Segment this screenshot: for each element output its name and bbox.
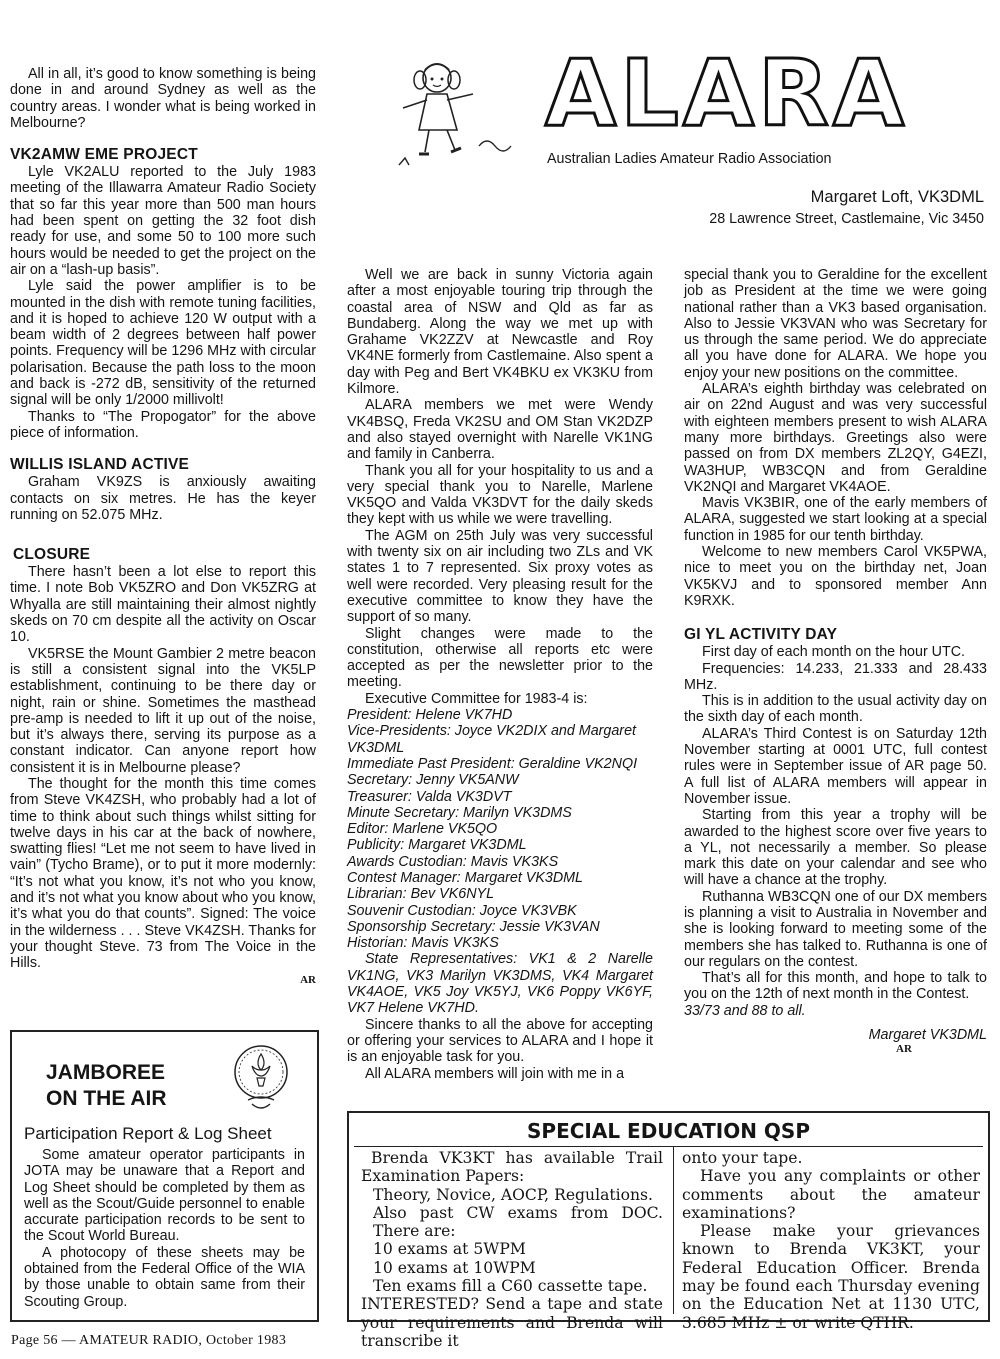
middle-paragraph-2: ALARA members we met were Wendy VK4BSQ, Freda VK2SU and OM Stan VK2DZP and also stayed overnight with Narelle VK1NG and family in Canberra. [347,397,653,463]
middle-paragraph-9: All ALARA members will join with me in a [365,1065,625,1082]
committee-item: Minute Secretary: Marilyn VK3DMS [347,804,572,821]
gi-paragraph-4: ALARA’s Third Contest is on Saturday 12th November starting at 0001 UTC, full contest rules were in September issue of AR page 50. A full list of ALARA members will appear in November issue. [684,725,987,807]
committee-item: Vice-Presidents: Joyce VK2DIX and Margaret VK3DML [347,723,636,756]
author-name: Margaret Loft, VK3DML [810,188,984,206]
qsp-left-p6: Ten exams fill a C60 cassette tape. [373,1277,648,1296]
gi-paragraph-7: That’s all for this month, and hope to talk to you on the 12th of next month in the Contest. [684,970,987,1003]
right-paragraph-2: ALARA’s eighth birthday was celebrated on air on 22nd August and was very successful with eighteen members present to wish ALARA many more birthdays. Greetings also were passed on from DX members ZL2QY, G4EZI, WA3HUP, WB3CQN and from Geraldine VK2NQI and Margaret VK4AOE. [684,381,987,495]
author-address: 28 Lawrence Street, Castlemaine, Vic 3450 [709,211,984,227]
eme-paragraph-1: Lyle VK2ALU reported to the July 1983 meeting of the Illawarra Amateur Radio Society that so far this year more than 500 man hours had been spent on getting the 32 foot dish ready for use, and some 50 to 100 more such hours would be needed to get the project on the air on a “lash-up basis”. [10,164,316,278]
gi-paragraph-5: Starting from this year a trophy will be awarded to the highest score over five years to a YL, not necessarily a member. So please mark this date on your calendar and see who will have a chance at the trophy. [684,807,987,889]
middle-paragraph-7: State Representatives: VK1 & 2 Narelle VK1NG, VK3 Marilyn VK3DMS, VK4 Margaret VK4AOE, VK5 Joy VK5YJ, VK6 Poppy VK6YF, VK7 Helene VK7HD. [347,951,653,1017]
committee-item: Editor: Marlene VK5QO [347,821,498,838]
committee-item: Treasurer: Valda VK3DVT [347,788,512,805]
right-paragraph-3: Mavis VK3BIR, one of the early members of ALARA, suggested we start looking at a special function in 1985 for our tenth birthday. [684,495,987,544]
closure-paragraph-3: The thought for the month this time comes from Steve VK4ZSH, who probably had a lot of time to think about such things whilst sitting for twelve days in his car at the back of nowhere, swatting flies! “Let me not seem to have lived in vain” (Tycho Brame), or to put it more modernly: “It’s not what you know, it’s not who you know, and it’s not what you know about who you know, it’s what you do that counts”. Signed: The voice in the wilderness . . . Steve VK4ZSH. Thanks for your thought Steve. 73 from The Voice in the Hills. [10,775,316,972]
jamboree-paragraph-2: A photocopy of these sheets may be obtained from the Federal Office of the WIA by those unable to obtain same from their Scouting Group. [24,1244,305,1310]
committee-item: Sponsorship Secretary: Jessie VK3VAN [347,918,600,935]
scout-emblem-icon [230,1040,292,1120]
gi-paragraph-1: First day of each month on the hour UTC. [702,644,966,661]
committee-item: President: Helene VK7HD [347,707,513,724]
willis-paragraph: Graham VK9ZS is anxiously awaiting contacts on six metres. He has the keyer running on 52.075 MHz. [10,474,316,523]
committee-item: Historian: Mavis VK3KS [347,935,499,952]
end-mark: AR [896,1043,912,1056]
jamboree-subtitle: Participation Report & Log Sheet [24,1124,272,1143]
committee-item: Secretary: Jenny VK5ANW [347,772,519,789]
qsp-right-p1: onto your tape. [682,1149,803,1167]
right-paragraph-1: special thank you to Geraldine for the excellent job as President at the time we were going national rather than a VK3 based organisation. Also to Jessie VK3VAN who was Secretary for us through the same period. We do appreciate all you have done for ALARA. We hope you enjoy your new positions on the committee. [684,267,987,381]
gi-paragraph-2: Frequencies: 14.233, 21.333 and 28.433 MHz. [684,660,987,693]
willis-heading: WILLIS ISLAND ACTIVE [10,456,190,474]
page-footer: Page 56 — AMATEUR RADIO, October 1983 [11,1333,287,1348]
alara-header [395,40,995,175]
qsp-right-p2: Have you any complaints or other comments about the amateur examinations? [682,1167,980,1222]
middle-column [347,267,653,1082]
gi-paragraph-8: 33/73 and 88 to all. [684,1002,806,1019]
committee-item: Contest Manager: Margaret VK3DML [347,869,584,886]
qsp-title: SPECIAL EDUCATION QSP [527,1119,810,1143]
right-paragraph-4: Welcome to new members Carol VK5PWA, nice to meet you on the birthday net, Joan VK5KVJ and to sponsored member Ann K9RXK. [684,544,987,609]
girl-illustration-icon [395,50,535,175]
jamboree-paragraph-1: Some amateur operator participants in JOTA may be unaware that a Report and Log Sheet should be completed by them as well as the Scout/Guide personnel to enable accurate participation records to be sent to the Scout World Bureau. [24,1147,305,1245]
middle-paragraph-4: The AGM on 25th July was very successful with twenty six on air including two ZLs and VK states 1 to 7 represented. Six proxy votes as well were recorded. Very pleasing result for the executive committee to know they have the support of so many. [347,527,653,626]
middle-paragraph-8: Sincere thanks to all the above for accepting or offering your services to ALARA and I hope it is an enjoyable task for you. [347,1016,653,1066]
qsp-left-p3: Also past CW exams from DOC. There are: [373,1203,663,1241]
qsp-left-p2: Theory, Novice, AOCP, Regulations. [373,1185,654,1204]
qsp-box [347,1111,990,1350]
committee-item: Publicity: Margaret VK3DML [347,837,527,854]
jamboree-box [10,1030,319,1322]
qsp-left-p5: 10 exams at 10WPM [373,1258,536,1277]
intro-paragraph: All in all, it’s good to know something is being done in and around Sydney as well as the country areas. I wonder what is being worked in Melbourne? [10,66,316,131]
closure-heading: CLOSURE [13,546,91,564]
committee-item: Souvenir Custodian: Joyce VK3VBK [347,902,577,919]
gi-heading: GI YL ACTIVITY DAY [684,626,838,644]
closure-paragraph-1: There hasn’t been a lot else to report this time. I note Bob VK5ZRO and Don VK5ZRG at Whyalla are still maintaining their almost nightly skeds on 70 cm despite all the activity on Oscar 10. [10,564,316,646]
closure-paragraph-2: VK5RSE the Mount Gambier 2 metre beacon is still a consistent signal into the VK5LP establishment, continuing to be there day or night, rain or shine. Sometimes the masthead pre-amp is needed to lift it up out of the noise, but it’s always there, serving its purpose as a constant indicator. Can anyone report how consistent it is in Melbourne please? [10,645,316,776]
jamboree-title: JAMBOREE ON THE AIR [46,1061,167,1110]
qsp-right-column [682,1149,980,1332]
committee-item: Librarian: Bev VK6NYL [347,886,495,903]
alara-logo: ALARA [545,40,909,147]
middle-paragraph-5: Slight changes were made to the constitution, otherwise all reports etc were accepted as per the newsletter prior to the meeting. [347,625,653,691]
eme-heading: VK2AMW EME PROJECT [10,146,198,164]
committee-list [347,707,653,951]
gi-paragraph-6: Ruthanna WB3CQN one of our DX members is planning a visit to Australia in November and she is looking forward to meeting some of the members she has talked to. Ruthanna is one of our regulars on the contest. [684,888,987,970]
signature: Margaret VK3DML [868,1027,987,1044]
qsp-left-column [361,1149,663,1350]
alara-tagline: Australian Ladies Amateur Radio Association [547,151,832,167]
end-mark: AR [300,973,316,986]
left-column [10,66,316,986]
middle-paragraph-1: Well we are back in sunny Victoria again after a most enjoyable touring trip through the coastal area of NSW and Qld as far as Bundaberg. Along the way we met up with Grahame VK2ZZV at Newcastle and Roy VK4NE formerly from Castlemaine. Also spent a day with Peg and Bert VK4BKU ex VK3KU from Kilmore. [347,267,653,398]
eme-paragraph-3: Thanks to “The Propogator” for the above piece of information. [10,408,316,441]
middle-paragraph-3: Thank you all for your hospitality to us and a very special thank you to Narelle, Marlene VK5QO and Valda VK3DVT for the daily skeds they kept with us while we were travelling. [347,462,653,528]
committee-item: Awards Custodian: Mavis VK3KS [347,853,559,870]
right-column [684,267,987,1055]
committee-item: Immediate Past President: Geraldine VK2NQI [347,755,638,772]
middle-paragraph-6: Executive Committee for 1983-4 is: [365,690,588,707]
qsp-left-p7: INTERESTED? Send a tape and state your requirements and Brenda will transcribe it [361,1295,663,1350]
gi-paragraph-3: This is in addition to the usual activity day on the sixth day of each month. [684,693,987,726]
eme-paragraph-2: Lyle said the power amplifier is to be mounted in the dish with remote tuning facilities, and it is hoped to achieve 120 W output with a beam width of 2 degrees between half power points. Frequency will be 1296 MHz with circular polarisation. Because the path loss to the moon and back is -272 dB, sensitivity of the returned signal will be only 1/2000 millivolt! [10,278,316,409]
qsp-left-p4: 10 exams at 5WPM [373,1240,526,1259]
qsp-left-p1: Brenda VK3KT has available Trail Examination Papers: [361,1149,663,1186]
qsp-right-p3: Please make your grievances known to Brenda VK3KT, your Federal Education Officer. Brenda may be found each Thursday evening on the Education Net at 1130 UTC, 3.685 MHz ± or write QTHR. [682,1222,980,1332]
